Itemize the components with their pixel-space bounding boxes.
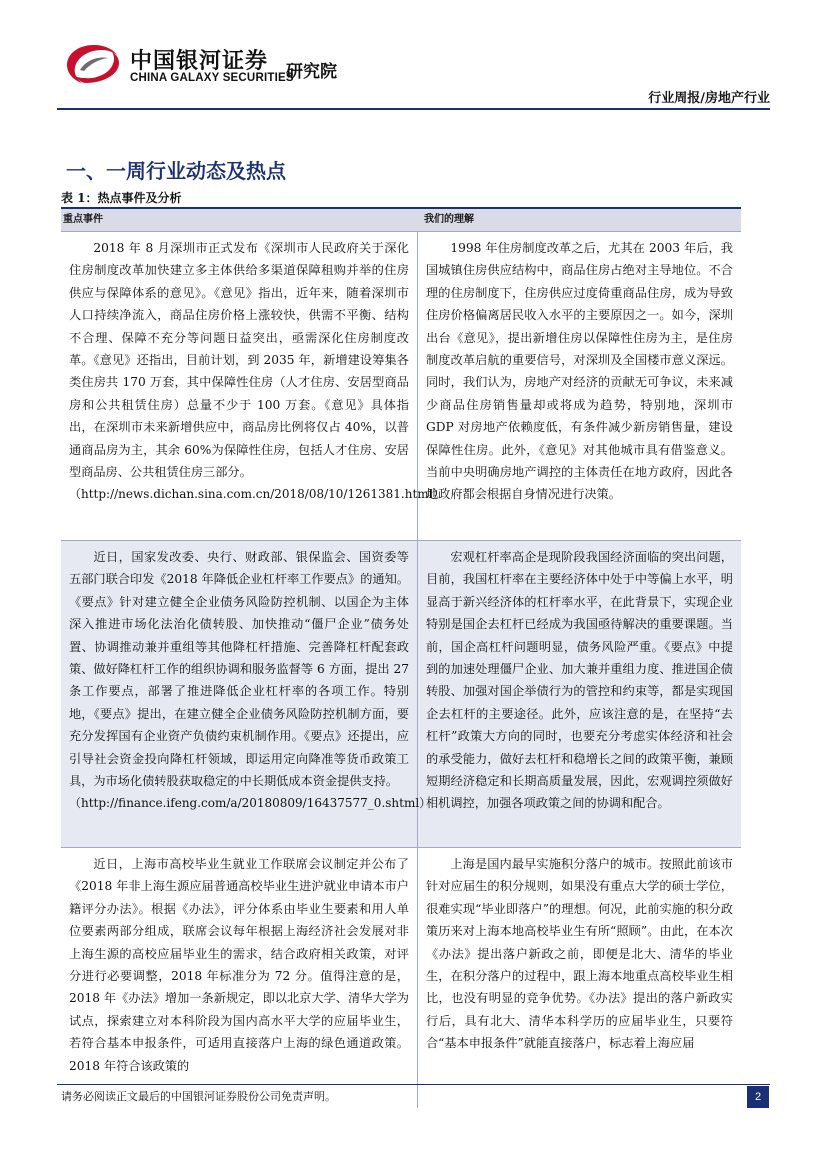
event-cell: [61, 232, 445, 540]
brand-name-cn: 中国银河证券: [130, 49, 269, 74]
institute-label: 研究院: [286, 62, 337, 82]
event-text: 近日，上海市高校毕业生就业工作联席会议制定并公布了《2018 年非上海生源应届普通高校毕业生进沪就业申请本市户籍评分办法》。根据《办法》，评分体系由毕业生要素和用人单位要素两部分组成，联席会议每年根据上海经济社会发展对非上海生源的高校应届毕业生的需求，结合政府相关政策，对评分进行必要调整，2018 年标准分为 72 分。值得注意的是，2018 年《办法》增加一条新规定，即以北京大学、清华大学为试点，探索建立对本科阶段为国内高水平大学的应届毕业生，若符合基本申报条件，可适用直接落户上海的绿色通道政策。2018 年符合该政策的: [69, 857, 409, 1073]
source-link[interactable]: （http://finance.ifeng.com/a/20180809/16437577_0.shtml）: [69, 796, 432, 811]
analysis-cell: [418, 848, 741, 1108]
disclaimer-text: 请务必阅读正文最后的中国银河证券股份公司免责声明。: [61, 1090, 336, 1103]
table-row: [61, 232, 741, 541]
table-row: [61, 848, 741, 1108]
analysis-cell: [418, 541, 741, 847]
page-number: 2: [747, 1086, 769, 1108]
table-row: [61, 541, 741, 848]
hot-events-table: [61, 207, 741, 1073]
galaxy-logo-icon: [64, 42, 122, 86]
analysis-text: 1998 年住房制度改革之后，尤其在 2003 年后，我国城镇住房供应结构中，商品住房占绝对主导地位。不合理的住房制度下，住房供应过度倚重商品住房，成为导致住房价格偏离居民收入水平的主要原因之一。如今，深圳出台《意见》，提出新增住房以保障性住房为主，是住房制度改革启航的重要信号，对深圳及全国楼市意义深远。同时，我们认为，房地产对经济的贡献无可争议，未来减少商品住房销售量却或将成为趋势，特别地，深圳市 GDP 对房地产依赖度低，有条件减少新房销售量，建设保障性住房。此外，《意见》对其他城市具有借鉴意义。当前中央明确房地产调控的主体责任在地方政府，因此各地政府都会根据自身情况进行决策。: [426, 241, 733, 502]
table-caption: 表 1：热点事件及分析: [61, 191, 182, 205]
header-divider: [57, 108, 770, 110]
event-text: 2018 年 8 月深圳市正式发布《深圳市人民政府关于深化住房制度改革加快建立多主体供给多渠道保障租购并举的住房供应与保障体系的意见》。《意见》指出，近年来，随着深圳市人口持续净流入，商品住房价格上涨较快，供需不平衡、结构不合理、保障不充分等问题日益突出，亟需深化住房制度改革。《意见》还指出，目前计划，到 2035 年，新增建设筹集各类住房共 170 万套，其中保障性住房（人才住房、安居型商品房和公共租赁住房）总量不少于 100 万套。《意见》具体指出，在深圳市未来新增供应中，商品房比例将仅占 40%，以普通商品房为主，其余 60%为保障性住房，包括人才住房、安居型商品房、公共租赁住房三部分。: [69, 241, 409, 480]
footer-divider: [57, 1084, 770, 1085]
analysis-cell: [418, 232, 741, 540]
table-header-row: [61, 209, 741, 232]
section-title: 一、一周行业动态及热点: [66, 159, 286, 183]
event-cell: [61, 848, 418, 1108]
source-link[interactable]: （http://news.dichan.sina.com.cn/2018/08/10/1261381.html）: [69, 487, 445, 502]
analysis-text: 上海是国内最早实施积分落户的城市。按照此前该市针对应届生的积分规则，如果没有重点大学的硕士学位，很难实现“毕业即落户”的理想。何况，此前实施的积分政策历来对上海本地高校毕业生有所“照顾”。由此，在本次《办法》提出落户新政之前，即便是北大、清华的毕业生，在积分落户的过程中，跟上海本地重点高校毕业生相比，也没有明显的竞争优势。《办法》提出的落户新政实行后，具有北大、清华本科学历的应届毕业生，只要符合“基本申报条件”就能直接落户，标志着上海应届: [426, 857, 733, 1051]
column-header-event: 重点事件: [63, 214, 103, 225]
event-text: 近日，国家发改委、央行、财政部、银保监会、国资委等五部门联合印发《2018 年降低企业杠杆率工作要点》的通知。《要点》针对建立健全企业债务风险防控机制、以国企为主体深入推进市场化法治化债转股、加快推动“僵尸企业”债务处置、协调推动兼并重组等其他降杠杆措施、完善降杠杆配套政策、做好降杠杆工作的组织协调和服务监督等 6 方面，提出 27 条工作要点，部署了推进降低企业杠杆率的各项工作。特别地，《要点》提出，在建立健全企业债务风险防控机制方面，要充分发挥国有企业资产负债约束机制作用。《要点》还提出，应引导社会资金投向降杠杆领域，即运用定向降准等货币政策工具，为市场化债转股获取稳定的中长期低成本资金提供支持。: [69, 550, 409, 789]
brand-name-en: CHINA GALAXY SECURITIES: [130, 72, 294, 84]
report-type-label: 行业周报/房地产行业: [648, 91, 770, 106]
event-cell: [61, 541, 432, 847]
column-header-analysis: 我们的理解: [424, 214, 474, 225]
analysis-text: 宏观杠杆率高企是现阶段我国经济面临的突出问题，目前，我国杠杆率在主要经济体中处于中等偏上水平，明显高于新兴经济体的杠杆率水平，在此背景下，实现企业特别是国企去杠杆已经成为我国亟待解决的重要课题。当前，国企高杠杆问题明显，债务风险严重。《要点》中提到的加速处理僵尸企业、加大兼并重组力度、推进国企债转股、加强对国企举债行为的管控和约束等，都是实现国企去杠杆的主要途径。此外，应该注意的是，在坚持“去杠杆”政策大方向的同时，也要充分考虑实体经济和社会的承受能力，做好去杠杆和稳增长之间的政策平衡，兼顾短期经济稳定和长期高质量发展，因此，宏观调控须做好相机调控，加强各项政策之间的协调和配合。: [426, 550, 733, 811]
